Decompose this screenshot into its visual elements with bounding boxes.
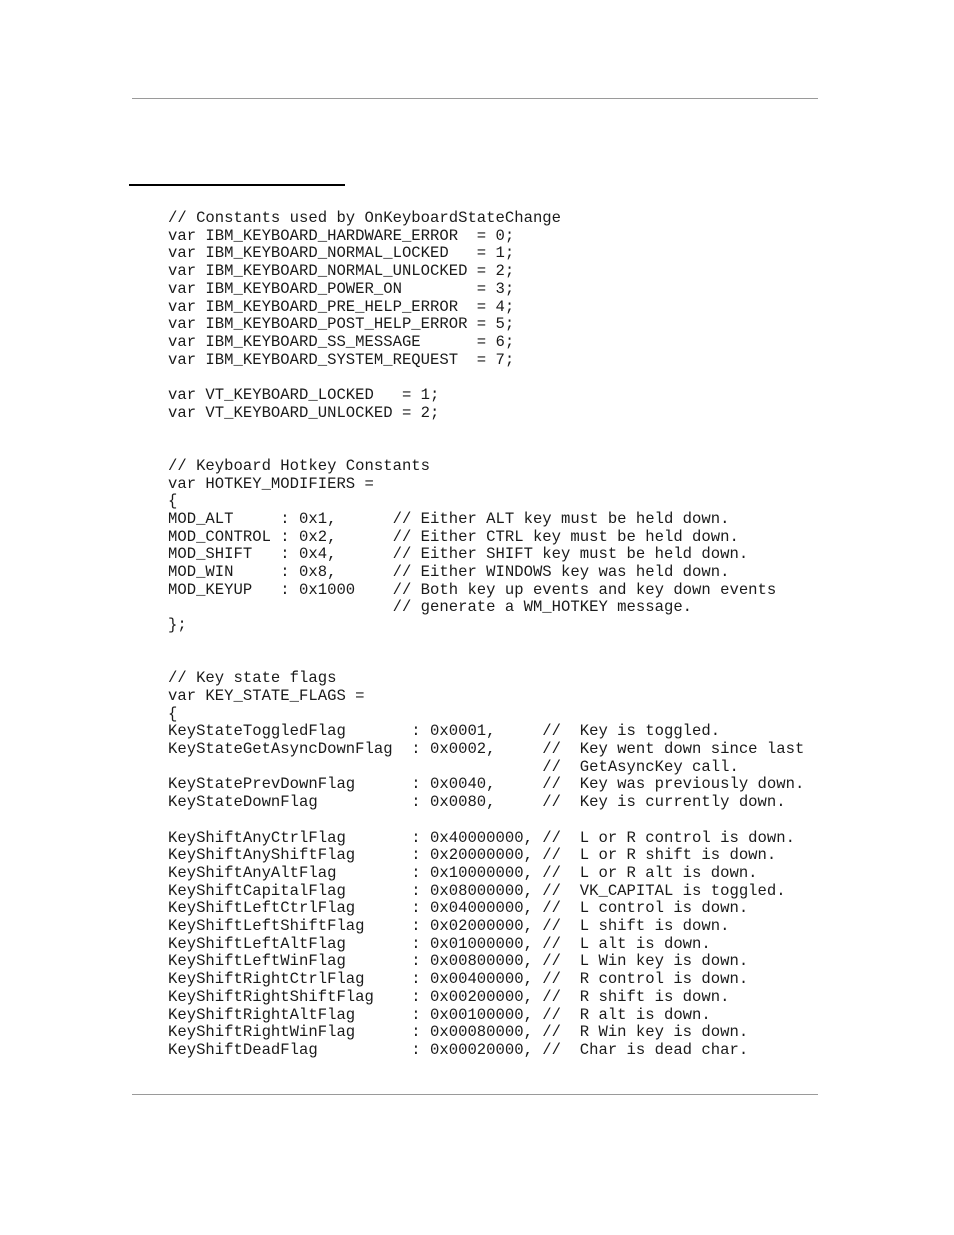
code-line: KeyShiftRightWinFlag : 0x00080000, // R Win key is down. [168,1023,749,1042]
code-line: KeyShiftRightShiftFlag : 0x00200000, // R shift is down. [168,987,730,1006]
code-line [168,653,804,671]
code-line [168,635,804,653]
code-line: KeyShiftLeftWinFlag : 0x00800000, // L Win key is down. [168,952,749,971]
code-line: var IBM_KEYBOARD_POST_HELP_ERROR = 5; [168,315,515,334]
code-line: // GetAsyncKey call. [168,757,739,776]
code-line: MOD_CONTROL : 0x2, // Either CTRL key must be held down. [168,527,739,546]
code-line: { [168,492,178,511]
code-line: { [168,704,178,723]
code-line: var IBM_KEYBOARD_POWER_ON = 3; [168,279,515,298]
code-line: KeyShiftRightAltFlag : 0x00100000, // R alt is down. [168,1005,711,1024]
code-line: // Keyboard Hotkey Constants [168,456,431,475]
code-line: KeyShiftRightCtrlFlag : 0x00400000, // R control is down. [168,970,749,989]
code-line: // Key state flags [168,669,337,688]
code-line [168,812,804,830]
code-line: var IBM_KEYBOARD_PRE_HELP_ERROR = 4; [168,297,515,316]
footer-rule [132,1094,818,1095]
code-line: var IBM_KEYBOARD_NORMAL_LOCKED = 1; [168,244,515,263]
code-line: KeyShiftLeftShiftFlag : 0x02000000, // L shift is down. [168,917,730,936]
code-line: KeyStateDownFlag : 0x0080, // Key is currently down. [168,793,786,812]
code-line: // Constants used by OnKeyboardStateChange [168,209,562,227]
code-line: KeyStateGetAsyncDownFlag : 0x0002, // Key went down since last [168,740,805,759]
code-line: KeyShiftLeftAltFlag : 0x01000000, // L alt is down. [168,934,711,953]
code-line: KeyStatePrevDownFlag : 0x0040, // Key was previously down. [168,775,805,794]
code-line: MOD_KEYUP : 0x1000 // Both key up events and key down events [168,580,777,599]
code-line: KeyShiftCapitalFlag : 0x08000000, // VK_CAPITAL is toggled. [168,881,786,900]
code-line: MOD_WIN : 0x8, // Either WINDOWS key was held down. [168,563,730,582]
heading-underline [129,184,345,186]
code-line: var VT_KEYBOARD_UNLOCKED = 2; [168,403,440,422]
code-line: var IBM_KEYBOARD_NORMAL_UNLOCKED = 2; [168,262,515,281]
code-line: KeyShiftDeadFlag : 0x00020000, // Char is dead char. [168,1040,749,1059]
code-line: KeyShiftAnyCtrlFlag : 0x40000000, // L or R control is down. [168,828,795,847]
header-rule [132,98,818,99]
code-line: var IBM_KEYBOARD_HARDWARE_ERROR = 0; [168,226,515,245]
code-line: var HOTKEY_MODIFIERS = [168,474,374,493]
code-line: var IBM_KEYBOARD_SS_MESSAGE = 6; [168,332,515,351]
code-line: KeyShiftLeftCtrlFlag : 0x04000000, // L control is down. [168,899,749,918]
code-line: MOD_SHIFT : 0x4, // Either SHIFT key must be held down. [168,545,749,564]
code-line: }; [168,616,187,635]
code-line: var VT_KEYBOARD_LOCKED = 1; [168,386,440,405]
code-line: KeyStateToggledFlag : 0x0001, // Key is toggled. [168,722,721,741]
code-line [168,422,804,440]
code-line: // generate a WM_HOTKEY message. [168,598,693,617]
code-line: MOD_ALT : 0x1, // Either ALT key must be held down. [168,509,730,528]
code-line: var IBM_KEYBOARD_SYSTEM_REQUEST = 7; [168,350,515,369]
code-line: KeyShiftAnyShiftFlag : 0x20000000, // L or R shift is down. [168,846,777,865]
code-line: var KEY_STATE_FLAGS = [168,686,365,705]
code-line: KeyShiftAnyAltFlag : 0x10000000, // L or R alt is down. [168,863,758,882]
code-line [168,369,804,387]
code-listing [168,210,804,1060]
code-line [168,440,804,458]
